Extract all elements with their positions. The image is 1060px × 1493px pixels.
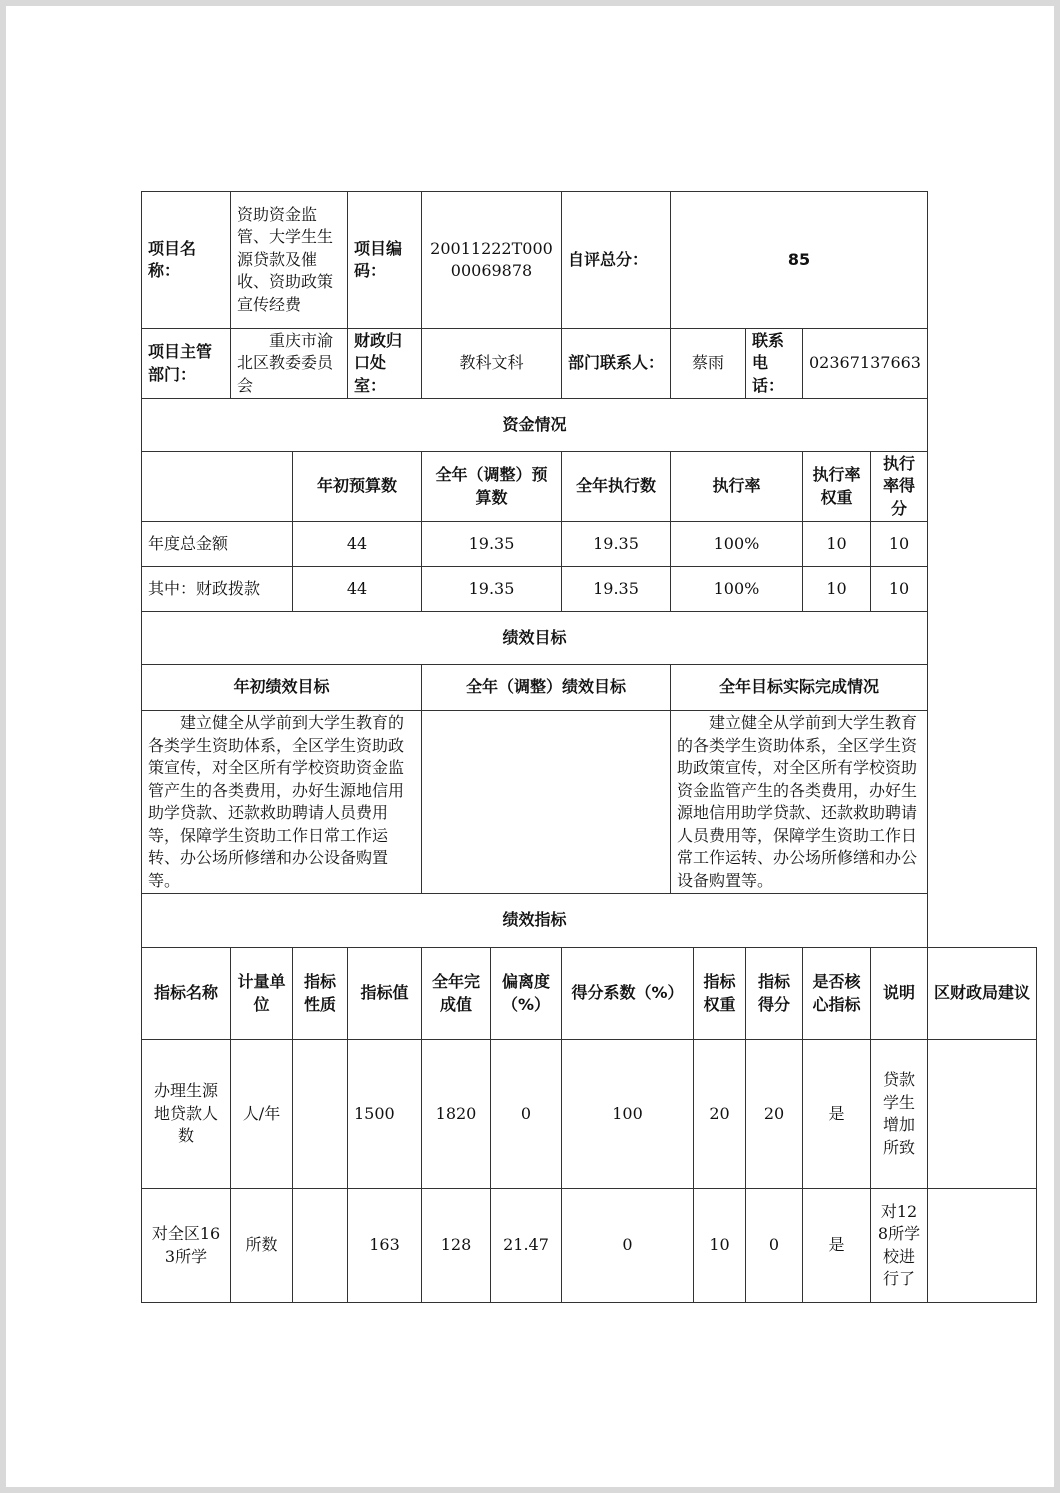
self-score-value: 85 [671, 192, 928, 329]
self-score-label: 自评总分： [562, 192, 671, 329]
funds-row-total [142, 522, 1037, 567]
indicators-section-title: 绩效指标 [142, 894, 928, 948]
funds-adjusted: 19.35 [422, 567, 562, 612]
goals-col-initial: 年初绩效目标 [142, 665, 422, 711]
phone-value: 02367137663 [803, 329, 928, 399]
funds-adjusted: 19.35 [422, 522, 562, 567]
funds-budget: 44 [293, 522, 422, 567]
goals-initial-text: 建立健全从学前到大学生教育的各类学生资助体系，全区学生资助政策宣传，对全区所有学校资助资金监管产生的各类费用，办好生源地信用助学贷款、还款救助聘请人员费用等，保障学生资助工作日常工作运转、办公场所修缮和办公设备购置等。 [142, 711, 422, 894]
funds-row-label: 其中：财政拨款 [142, 567, 293, 612]
ind-col-completed: 全年完成值 [422, 948, 491, 1040]
goals-col-adjusted: 全年（调整）绩效目标 [422, 665, 671, 711]
dept-value: 重庆市渝北区教委委员会 [231, 329, 348, 399]
ind-note: 对128所学校进行了 [871, 1189, 928, 1303]
funds-rate: 100% [671, 522, 803, 567]
goals-adjusted-text [422, 711, 671, 894]
goals-col-actual: 全年目标实际完成情况 [671, 665, 928, 711]
ind-col-score: 指标得分 [746, 948, 803, 1040]
ind-completed: 1820 [422, 1040, 491, 1189]
ind-coefficient: 0 [562, 1189, 694, 1303]
contact-label: 部门联系人： [562, 329, 671, 399]
ind-col-name: 指标名称 [142, 948, 231, 1040]
dept-label: 项目主管部门： [142, 329, 231, 399]
finance-office-value: 教科文科 [422, 329, 562, 399]
funds-row-fiscal [142, 567, 1037, 612]
ind-advice [928, 1189, 1037, 1303]
ind-col-value: 指标值 [348, 948, 422, 1040]
ind-col-weight: 指标权重 [694, 948, 746, 1040]
funds-row-label: 年度总金额 [142, 522, 293, 567]
goals-actual-text: 建立健全从学前到大学生教育的各类学生资助体系，全区学生资助政策宣传，对全区所有学校资助资金监管产生的各类费用，办好生源地信用助学贷款、还款救助聘请人员费用等，保障学生资助工作日常工作运转、办公场所修缮和办公设备购置等。 [671, 711, 928, 894]
phone-label: 联系电话： [746, 329, 803, 399]
project-name-label: 项目名称： [142, 192, 231, 329]
ind-score: 20 [746, 1040, 803, 1189]
funds-score: 10 [871, 567, 928, 612]
ind-nature [293, 1040, 348, 1189]
funds-col-rate: 执行率 [671, 452, 803, 522]
ind-value: 163 [348, 1189, 422, 1303]
funds-col-weight: 执行率权重 [803, 452, 871, 522]
performance-evaluation-table [141, 191, 1037, 1303]
funds-col-adjusted: 全年（调整）预算数 [422, 452, 562, 522]
ind-deviation: 0 [491, 1040, 562, 1189]
ind-core: 是 [803, 1189, 871, 1303]
ind-note: 贷款学生增加所致 [871, 1040, 928, 1189]
ind-advice [928, 1040, 1037, 1189]
project-code-label: 项目编码： [348, 192, 422, 329]
project-code-value: 20011222T00000069878 [422, 192, 562, 329]
ind-name: 对全区163所学 [142, 1189, 231, 1303]
funds-col-score: 执行率得分 [871, 452, 928, 522]
ind-unit: 所数 [231, 1189, 293, 1303]
funds-col-budget: 年初预算数 [293, 452, 422, 522]
ind-col-note: 说明 [871, 948, 928, 1040]
ind-col-nature: 指标性质 [293, 948, 348, 1040]
ind-col-advice: 区财政局建议 [928, 948, 1037, 1040]
funds-executed: 19.35 [562, 567, 671, 612]
ind-coefficient: 100 [562, 1040, 694, 1189]
ind-col-coefficient: 得分系数（%） [562, 948, 694, 1040]
ind-deviation: 21.47 [491, 1189, 562, 1303]
ind-core: 是 [803, 1040, 871, 1189]
funds-weight: 10 [803, 522, 871, 567]
ind-score: 0 [746, 1189, 803, 1303]
goals-section-title: 绩效目标 [142, 612, 928, 665]
indicator-row [142, 1189, 1037, 1303]
ind-col-unit: 计量单位 [231, 948, 293, 1040]
ind-value: 1500 [348, 1040, 422, 1189]
ind-col-deviation: 偏离度（%） [491, 948, 562, 1040]
funds-section-title: 资金情况 [142, 399, 928, 452]
finance-office-label: 财政归口处室： [348, 329, 422, 399]
funds-col-executed: 全年执行数 [562, 452, 671, 522]
funds-weight: 10 [803, 567, 871, 612]
funds-header-blank [142, 452, 293, 522]
contact-value: 蔡雨 [671, 329, 746, 399]
ind-col-core: 是否核心指标 [803, 948, 871, 1040]
funds-executed: 19.35 [562, 522, 671, 567]
funds-rate: 100% [671, 567, 803, 612]
ind-weight: 20 [694, 1040, 746, 1189]
ind-nature [293, 1189, 348, 1303]
funds-budget: 44 [293, 567, 422, 612]
ind-weight: 10 [694, 1189, 746, 1303]
project-name-value: 资助资金监管、大学生生源贷款及催收、资助政策宣传经费 [231, 192, 348, 329]
funds-score: 10 [871, 522, 928, 567]
ind-name: 办理生源地贷款人数 [142, 1040, 231, 1189]
ind-unit: 人/年 [231, 1040, 293, 1189]
indicator-row [142, 1040, 1037, 1189]
ind-completed: 128 [422, 1189, 491, 1303]
